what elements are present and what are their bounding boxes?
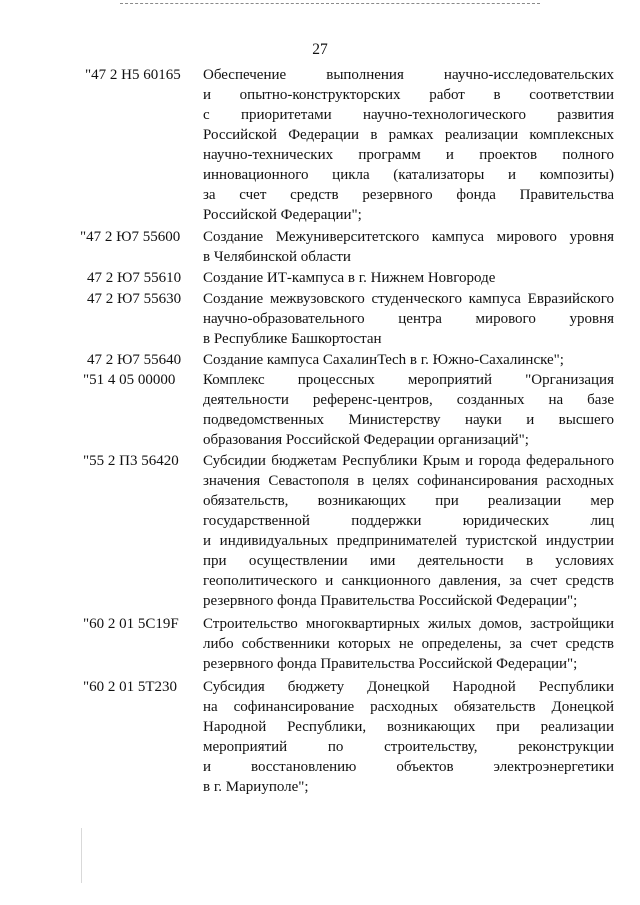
entry-description [203,227,614,267]
budget-code: 47 2 Ю7 55640 [87,352,182,368]
budget-code: "47 2 Н5 60165 [85,67,181,83]
entry-description [203,350,614,370]
page-number: 27 [312,41,328,58]
description-line: мероприятий по строительству, реконструкции [203,739,614,755]
list-item [0,227,640,267]
entry-description [203,370,614,450]
description-line: Создание кампуса СахалинTech в г. Южно-Сахалинске"; [203,352,564,368]
description-line: инновационного цикла (катализаторы и композиты) [203,167,614,183]
list-item [0,65,640,225]
entry-description [203,451,614,611]
budget-code: "55 2 П3 56420 [83,453,179,469]
budget-code: 47 2 Ю7 55610 [87,270,182,286]
description-line: значения Севастополя в целях софинансирования расходных [203,473,614,489]
scan-top-edge-line [120,3,540,4]
budget-code: "60 2 01 5Т230 [83,679,178,695]
list-item [0,350,640,370]
description-line: обязательств, возникающих при реализации мер [203,493,614,509]
description-line: при осуществлении ими деятельности в условиях [203,553,614,569]
description-line: либо собственники которых не определены, за счет средств [203,636,614,652]
description-line: с приоритетами научно-технологического развития [203,107,614,123]
list-item [0,289,640,349]
budget-code-list [0,65,640,797]
description-line: резервного фонда Правительства Российской Федерации"; [203,593,578,609]
description-line: в Республике Башкортостан [203,331,382,347]
budget-code: 47 2 Ю7 55630 [87,291,182,307]
description-line: подведомственных Министерству науки и высшего [203,412,614,428]
budget-code: "47 2 Ю7 55600 [80,229,181,245]
description-line: в г. Мариуполе"; [203,779,309,795]
description-line: Народной Республики, возникающих при реализации [203,719,614,735]
description-line: Обеспечение выполнения научно-исследовательских [203,67,614,83]
description-line: образования Российской Федерации организаций"; [203,432,529,448]
description-line: геополитического и санкционного давления, за счет средств [203,573,614,589]
description-line: и опытно-конструкторских работ в соответствии [203,87,614,103]
list-item [0,614,640,674]
list-item [0,268,640,288]
list-item [0,370,640,450]
list-item [0,677,640,797]
budget-code: "51 4 05 00000 [83,372,176,388]
entry-description [203,289,614,349]
description-line: резервного фонда Правительства Российской Федерации"; [203,656,578,672]
entry-description [203,268,614,288]
list-item [0,451,640,611]
description-line: деятельности референс-центров, созданных на базе [203,392,614,408]
entry-description [203,614,614,674]
description-line: и индивидуальных предпринимателей туристской индустрии [203,533,614,549]
description-line: на софинансирование расходных обязательств Донецкой [203,699,614,715]
description-line: Создание межвузовского студенческого кампуса Евразийского [203,291,614,307]
description-line: и восстановлению объектов электроэнергетики [203,759,614,775]
budget-code: "60 2 01 5С19F [83,616,179,632]
description-line: научно-образовательного центра мирового уровня [203,311,614,327]
description-line: государственной поддержки юридических лиц [203,513,614,529]
description-line: Российской Федерации в рамках реализации комплексных [203,127,614,143]
description-line: в Челябинской области [203,249,351,265]
entry-description [203,677,614,797]
description-line: научно-технических программ и проектов полного [203,147,614,163]
description-line: Строительство многоквартирных жилых домов, застройщики [203,616,614,632]
description-line: Создание Межуниверситетского кампуса мирового уровня [203,229,614,245]
description-line: Комплекс процессных мероприятий "Организация [203,372,614,388]
description-line: Субсидия бюджету Донецкой Народной Республики [203,679,614,695]
entry-description [203,65,614,225]
description-line: Субсидии бюджетам Республики Крым и города федерального [203,453,614,469]
scan-margin-mark [81,828,82,883]
description-line: Создание ИТ-кампуса в г. Нижнем Новгороде [203,270,496,286]
description-line: за счет средств резервного фонда Правительства [203,187,614,203]
description-line: Российской Федерации"; [203,207,362,223]
